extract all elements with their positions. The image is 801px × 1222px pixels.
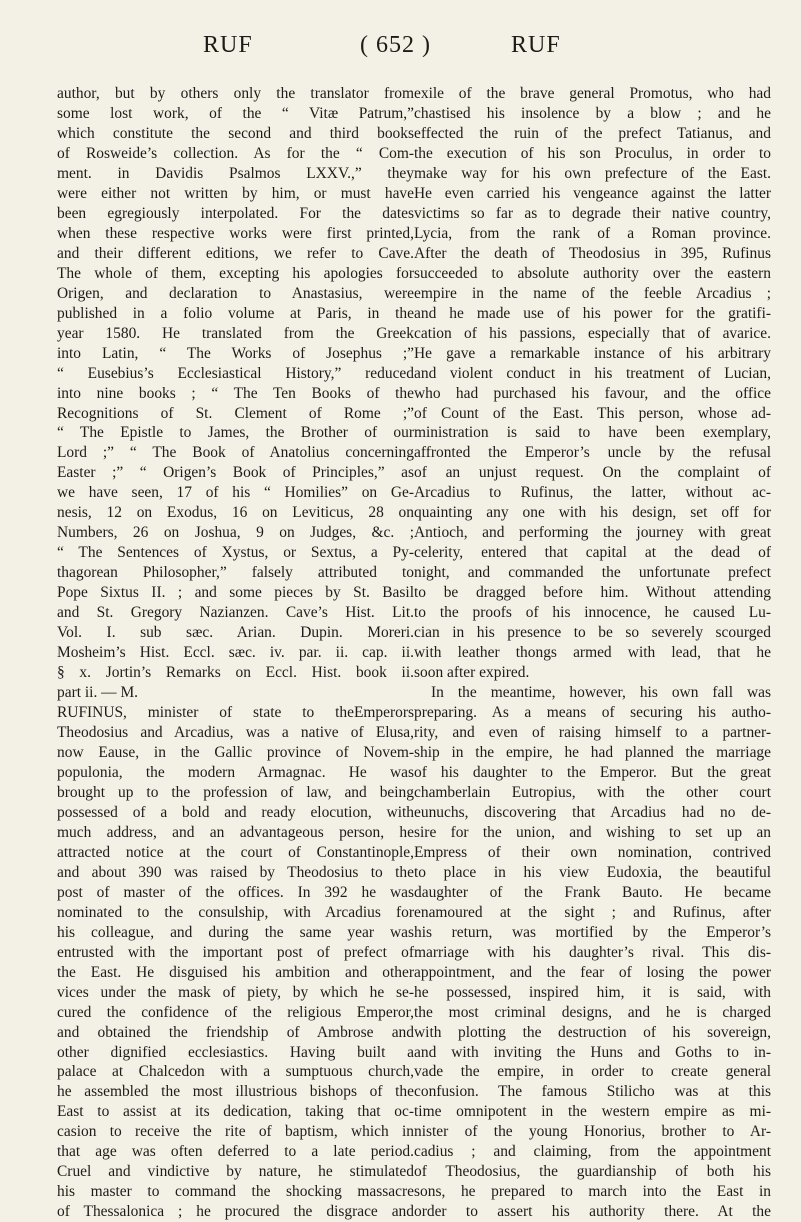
text-line: were either not written by him, or must have bbox=[57, 184, 414, 202]
text-line: he assembled the most illustrious bishops of the bbox=[57, 1083, 414, 1101]
text-line: cian in his presence to be so severely scourged bbox=[414, 624, 771, 642]
text-line: effected the ruin of the prefect Tatianus, and bbox=[414, 124, 771, 142]
text-line: RUFINUS, minister of state to theEmperors bbox=[57, 704, 414, 722]
text-line: eunuchs, discovering that Arcadius had no de- bbox=[414, 803, 771, 821]
text-line: sire for the union, and wishing to set up an bbox=[414, 823, 771, 841]
text-line: daughter of the Frank Bauto. He became bbox=[414, 883, 771, 901]
text-line: to be dragged before him. Without attending bbox=[414, 584, 771, 602]
text-line: Lord ;” “ The Book of Anatolius concerning bbox=[57, 444, 414, 462]
text-line: “ The Sentences of Xystus, or Sextus, a Py- bbox=[57, 544, 414, 562]
text-line: now Eause, in the Gallic province of Novem- bbox=[57, 743, 414, 761]
text-line: preparing. As a means of securing his autho- bbox=[414, 704, 771, 722]
text-line: succeeded to absolute authority over the eastern bbox=[414, 264, 771, 282]
text-line: night, and commanded the unfortunate prefect bbox=[414, 564, 771, 582]
text-line: cation of his passions, especially that of avarice. bbox=[414, 324, 771, 342]
text-line: been egregiously interpolated. For the dates bbox=[57, 204, 414, 222]
text-line: make way for his own prefecture of the East. bbox=[414, 164, 771, 182]
text-line: to place in his view Eudoxia, the beautiful bbox=[414, 863, 771, 881]
text-line: his master to command the shocking massacre bbox=[57, 1183, 414, 1201]
text-line: After the death of Theodosius in 395, Rufinus bbox=[414, 244, 771, 262]
text-line: brought up to the profession of law, and being bbox=[57, 783, 414, 801]
text-line: of an unjust request. On the complaint of bbox=[414, 464, 771, 482]
text-line: casion to receive the rite of baptism, which in bbox=[57, 1123, 414, 1141]
text-line: when these respective works were first printed, bbox=[57, 224, 414, 242]
running-header bbox=[0, 32, 801, 64]
header-right: RUF bbox=[511, 32, 561, 58]
text-line: enamoured at the sight ; and Rufinus, after bbox=[414, 903, 771, 921]
text-line: He gave a remarkable instance of his arbitrary bbox=[414, 344, 771, 362]
text-line: nesis, 12 on Exodus, 16 on Leviticus, 28 on bbox=[57, 504, 414, 522]
text-line: ship in the empire, he had planned the marriage bbox=[414, 743, 771, 761]
text-line: his return, was mortified by the Emperor’s bbox=[414, 923, 771, 941]
text-line: thagorean Philosopher,” falsely attributed to bbox=[57, 564, 414, 582]
text-line: post of master of the offices. In 392 he was bbox=[57, 883, 414, 901]
page-number: ( 652 ) bbox=[360, 32, 431, 58]
text-line: part ii. — M. bbox=[57, 684, 139, 702]
text-line: soon after expired. bbox=[414, 664, 530, 682]
text-line: of Count of the East. This person, whose ad- bbox=[414, 404, 771, 422]
text-line: published in a folio volume at Paris, in the bbox=[57, 304, 414, 322]
text-line: cadius ; and claiming, from the appointment bbox=[414, 1143, 771, 1161]
text-line: the execution of his son Proculus, in order to bbox=[414, 144, 771, 162]
text-line: entrusted with the important post of prefect of bbox=[57, 943, 414, 961]
text-line: vade the empire, in order to create general bbox=[414, 1063, 771, 1081]
text-line: we have seen, 17 of his “ Homilies” on Ge- bbox=[57, 484, 414, 502]
text-line: nominated to the consulship, with Arcadius for bbox=[57, 903, 414, 921]
text-line: and violent conduct in his treatment of Lucian, bbox=[414, 364, 771, 382]
text-line: chamberlain Eutropius, with the other court bbox=[414, 783, 771, 801]
text-line: of Theodosius, the guardianship of both his bbox=[414, 1163, 771, 1181]
text-line: and with inviting the Huns and Goths to in- bbox=[414, 1043, 771, 1061]
text-line: of Thessalonica ; he procured the disgrace and bbox=[57, 1203, 414, 1221]
text-line: that age was often deferred to a late period. bbox=[57, 1143, 414, 1161]
left-column bbox=[57, 84, 414, 1222]
text-line: empire in the name of the feeble Arcadius ; bbox=[414, 284, 771, 302]
text-line: confusion. The famous Stilicho was at this bbox=[414, 1083, 771, 1101]
text-line: populonia, the modern Armagnac. He was bbox=[57, 763, 414, 781]
text-line: nister of the young Honorius, brother to Ar- bbox=[414, 1123, 771, 1141]
text-line: Numbers, 26 on Joshua, 9 on Judges, &c. ; bbox=[57, 524, 414, 542]
text-line: Easter ;” “ Origen’s Book of Principles,” as bbox=[57, 464, 414, 482]
text-line: Pope Sixtus II. ; and some pieces by St. Basil bbox=[57, 584, 414, 602]
text-line: to the proofs of his innocence, he caused Lu- bbox=[414, 604, 771, 622]
text-line: he possessed, inspired him, it is said, with bbox=[414, 983, 771, 1001]
text-line: the most criminal designs, and he is charged bbox=[414, 1003, 771, 1021]
text-line: exile of the brave general Promotus, who had bbox=[414, 85, 771, 102]
text-line: Origen, and declaration to Anastasius, were bbox=[57, 284, 414, 302]
text-line: “ The Epistle to James, the Brother of our bbox=[57, 424, 414, 442]
text-line: He even carried his vengeance against the latter bbox=[414, 184, 771, 202]
text-line: ministration is said to have been exemplary, bbox=[414, 424, 771, 442]
text-line: Antioch, and performing the journey with great bbox=[414, 524, 771, 542]
text-line: much address, and an advantageous person, he bbox=[57, 823, 414, 841]
text-line: with plotting the destruction of his sovereign, bbox=[414, 1023, 771, 1041]
text-line: Lycia, from the rank of a Roman province. bbox=[414, 224, 771, 242]
text-line: § x. Jortin’s Remarks on Eccl. Hist. book ii. bbox=[57, 664, 414, 682]
text-line: The whole of them, excepting his apologies for bbox=[57, 264, 414, 282]
text-line: Mosheim’s Hist. Eccl. sæc. iv. par. ii. cap. ii. bbox=[57, 644, 414, 662]
text-line: rity, and even of raising himself to a partner- bbox=[414, 724, 771, 741]
text-line: his colleague, and during the same year was bbox=[57, 923, 414, 941]
text-line: Vol. I. sub sæc. Arian. Dupin. Moreri. bbox=[57, 624, 414, 642]
text-line: Arcadius to Rufinus, the latter, without ac- bbox=[414, 484, 771, 502]
text-line: marriage with his daughter’s rival. This dis- bbox=[414, 943, 771, 961]
text-line: Empress of their own nomination, contrived bbox=[414, 843, 771, 861]
text-line: into nine books ; “ The Ten Books of the bbox=[57, 384, 414, 402]
text-line: In the meantime, however, his own fall was bbox=[431, 684, 771, 702]
text-line: of Rosweide’s collection. As for the “ Com- bbox=[57, 144, 414, 162]
text-line: into Latin, “ The Works of Josephus ;” bbox=[57, 344, 414, 362]
text-line: attracted notice at the court of Constantinople, bbox=[57, 843, 414, 861]
text-line: the East. He disguised his ambition and other bbox=[57, 963, 414, 981]
text-line: who had purchased his favour, and the office bbox=[414, 384, 771, 402]
text-line: other dignified ecclesiastics. Having built a bbox=[57, 1043, 414, 1061]
text-line: celerity, entered that capital at the dead of bbox=[414, 544, 771, 562]
text-line: Cruel and vindictive by nature, he stimulated bbox=[57, 1163, 414, 1181]
text-line: time omnipotent in the western empire as mi- bbox=[414, 1103, 771, 1121]
text-line: which constitute the second and third books bbox=[57, 124, 414, 142]
text-line: quainting any one with his design, set off for bbox=[414, 504, 771, 522]
text-line: some lost work, of the “ Vitæ Patrum,” bbox=[57, 104, 414, 122]
text-line: of his daughter to the Emperor. But the great bbox=[414, 763, 771, 781]
text-line: ment. in Davidis Psalmos LXXV.,” they bbox=[57, 164, 414, 182]
text-line: “ Eusebius’s Ecclesiastical History,” reduced bbox=[57, 364, 414, 382]
right-column bbox=[414, 84, 771, 1222]
text-line: appointment, and the fear of losing the power bbox=[414, 963, 771, 981]
text-line: Recognitions of St. Clement of Rome ;” bbox=[57, 404, 414, 422]
text-line: year 1580. He translated from the Greek bbox=[57, 324, 414, 342]
text-line: possessed of a bold and ready elocution, with bbox=[57, 803, 414, 821]
text-line: cured the confidence of the religious Emperor, bbox=[57, 1003, 414, 1021]
text-line: palace at Chalcedon with a sumptuous church, bbox=[57, 1063, 414, 1081]
text-line: and obtained the friendship of Ambrose and bbox=[57, 1023, 414, 1041]
text-line: and he made use of his power for the gratifi- bbox=[414, 304, 771, 322]
text-line: Theodosius and Arcadius, was a native of Elusa, bbox=[57, 724, 414, 741]
header-left: RUF bbox=[203, 32, 253, 58]
text-line: and St. Gregory Nazianzen. Cave’s Hist. Lit. bbox=[57, 604, 414, 622]
text-line: with leather thongs armed with lead, that he bbox=[414, 644, 771, 662]
text-line: victims so far as to degrade their native country, bbox=[414, 204, 771, 222]
text-line: author, but by others only the translator from bbox=[57, 85, 414, 102]
text-line: order to assert his authority there. At the bbox=[414, 1203, 771, 1221]
text-line: and about 390 was raised by Theodosius to the bbox=[57, 863, 414, 881]
text-line: vices under the mask of piety, by which he se- bbox=[57, 983, 414, 1001]
text-line: affronted the Emperor’s uncle by the refusal bbox=[414, 444, 771, 462]
text-line: sons, he prepared to march into the East in bbox=[414, 1183, 771, 1201]
text-line: chastised his insolence by a blow ; and he bbox=[414, 104, 771, 122]
text-line: and their different editions, we refer to Cave. bbox=[57, 244, 414, 262]
text-line: East to assist at its dedication, taking that oc- bbox=[57, 1103, 414, 1121]
